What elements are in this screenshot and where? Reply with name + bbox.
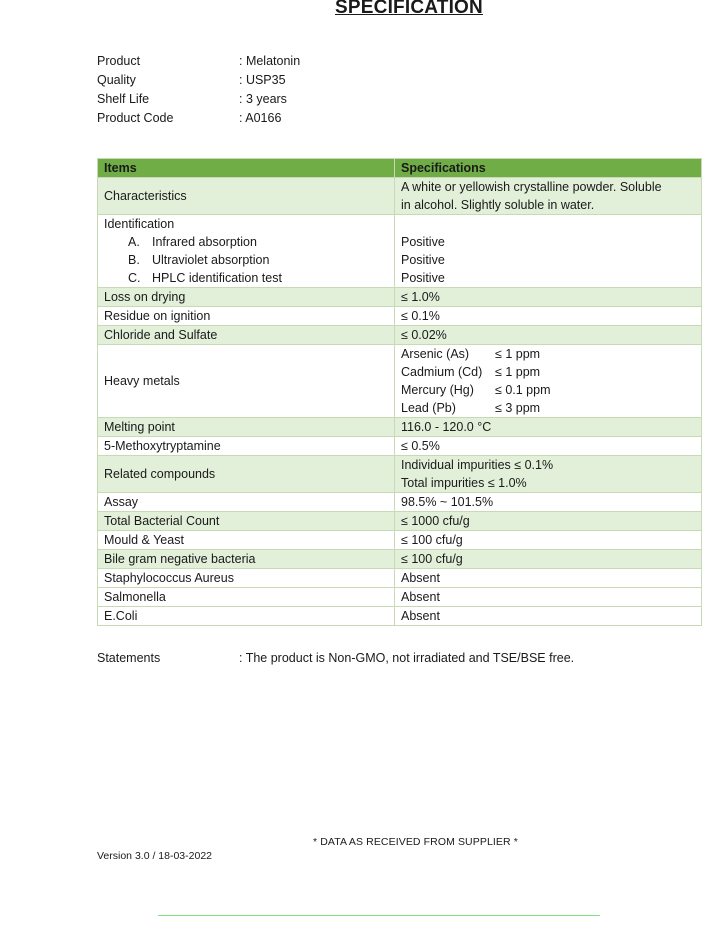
item-cell: 5-Methoxytryptamine (98, 437, 395, 456)
table-row (98, 326, 702, 345)
sub-item-letter: C. (128, 271, 141, 285)
quality-row (97, 71, 300, 90)
spec-line: Individual impurities ≤ 0.1% (401, 458, 554, 472)
table-row (98, 531, 702, 550)
item-cell: E.Coli (98, 607, 395, 626)
spec-cell (395, 215, 702, 288)
shelf-life-label: Shelf Life (97, 92, 150, 106)
item-cell: Assay (98, 493, 395, 512)
spec-cell: 98.5% ~ 101.5% (395, 493, 702, 512)
items-header: Items (98, 159, 395, 178)
statements-value: : The product is Non-GMO, not irradiated and TSE/BSE free. (239, 651, 575, 665)
product-row (97, 52, 300, 71)
metal-name: Lead (Pb) (401, 401, 456, 415)
metal-name: Mercury (Hg) (401, 383, 474, 397)
spec-cell: ≤ 0.5% (395, 437, 702, 456)
spec-line: in alcohol. Slightly soluble in water. (401, 198, 595, 212)
specifications-header: Specifications (395, 159, 702, 178)
spec-cell (395, 178, 702, 215)
table-row (98, 178, 702, 215)
document-title: SPECIFICATION (335, 0, 483, 18)
spec-cell: ≤ 0.1% (395, 307, 702, 326)
metal-line (401, 381, 695, 399)
item-cell: Characteristics (98, 178, 395, 215)
shelf-life-row (97, 90, 300, 109)
table-row (98, 345, 702, 418)
table-row (98, 512, 702, 531)
item-cell: Salmonella (98, 588, 395, 607)
table-row (98, 307, 702, 326)
spec-cell (395, 456, 702, 493)
metal-line (401, 399, 695, 417)
spec-cell: Absent (395, 588, 702, 607)
table-header-row (98, 159, 702, 178)
footer-divider (158, 915, 600, 916)
table-row (98, 588, 702, 607)
item-cell: Staphylococcus Aureus (98, 569, 395, 588)
table-row (98, 456, 702, 493)
sub-item-label: HPLC identification test (152, 271, 282, 285)
spec-cell: ≤ 100 cfu/g (395, 550, 702, 569)
specification-table (97, 158, 702, 626)
table-row (98, 607, 702, 626)
metal-name: Arsenic (As) (401, 347, 470, 361)
quality-label: Quality (97, 73, 136, 87)
item-cell: Heavy metals (98, 345, 395, 418)
item-cell: Related compounds (98, 456, 395, 493)
sub-item-letter: B. (128, 253, 140, 267)
table-row (98, 493, 702, 512)
product-label: Product (97, 54, 141, 68)
product-code-value: : A0166 (239, 111, 282, 125)
supplier-footnote: * DATA AS RECEIVED FROM SUPPLIER * (313, 836, 518, 848)
version-label: Version 3.0 / 18-03-2022 (97, 850, 212, 862)
product-value: : Melatonin (239, 54, 301, 68)
item-cell: Loss on drying (98, 288, 395, 307)
spec-line: Positive (401, 235, 445, 249)
table-row (98, 550, 702, 569)
metal-name: Cadmium (Cd) (401, 365, 483, 379)
spec-cell: ≤ 100 cfu/g (395, 531, 702, 550)
sub-item (104, 269, 388, 287)
table-row (98, 569, 702, 588)
spec-line: Total impurities ≤ 1.0% (401, 476, 527, 490)
metal-line (401, 345, 695, 363)
product-code-row (97, 109, 300, 128)
statements-label: Statements (97, 651, 161, 665)
metal-limit: ≤ 3 ppm (495, 401, 541, 415)
spec-cell: ≤ 1.0% (395, 288, 702, 307)
spec-line: Positive (401, 271, 445, 285)
sub-item-letter: A. (128, 235, 140, 249)
table-row (98, 418, 702, 437)
quality-value: : USP35 (239, 73, 286, 87)
table-row (98, 215, 702, 288)
spec-cell: ≤ 0.02% (395, 326, 702, 345)
product-code-label: Product Code (97, 111, 174, 125)
spec-cell: ≤ 1000 cfu/g (395, 512, 702, 531)
table-row (98, 437, 702, 456)
item-cell: Chloride and Sulfate (98, 326, 395, 345)
sub-item-label: Ultraviolet absorption (152, 253, 270, 267)
item-cell: Total Bacterial Count (98, 512, 395, 531)
metal-limit: ≤ 0.1 ppm (495, 383, 551, 397)
table-row (98, 288, 702, 307)
metal-limit: ≤ 1 ppm (495, 347, 541, 361)
spec-cell: Absent (395, 569, 702, 588)
sub-item (104, 251, 388, 269)
identification-label: Identification (104, 217, 175, 231)
spec-line: Positive (401, 253, 445, 267)
spec-cell: Absent (395, 607, 702, 626)
item-cell: Mould & Yeast (98, 531, 395, 550)
sub-item (104, 233, 388, 251)
product-info (97, 52, 300, 128)
spec-line: A white or yellowish crystalline powder. Soluble (401, 180, 662, 194)
item-cell: Bile gram negative bacteria (98, 550, 395, 569)
item-cell: Residue on ignition (98, 307, 395, 326)
shelf-life-value: : 3 years (239, 92, 287, 106)
metal-limit: ≤ 1 ppm (495, 365, 541, 379)
statements (97, 649, 574, 667)
item-cell: Melting point (98, 418, 395, 437)
metal-line (401, 363, 695, 381)
spec-cell (395, 345, 702, 418)
spec-cell: 116.0 - 120.0 °C (395, 418, 702, 437)
item-cell (98, 215, 395, 288)
sub-item-label: Infrared absorption (152, 235, 257, 249)
